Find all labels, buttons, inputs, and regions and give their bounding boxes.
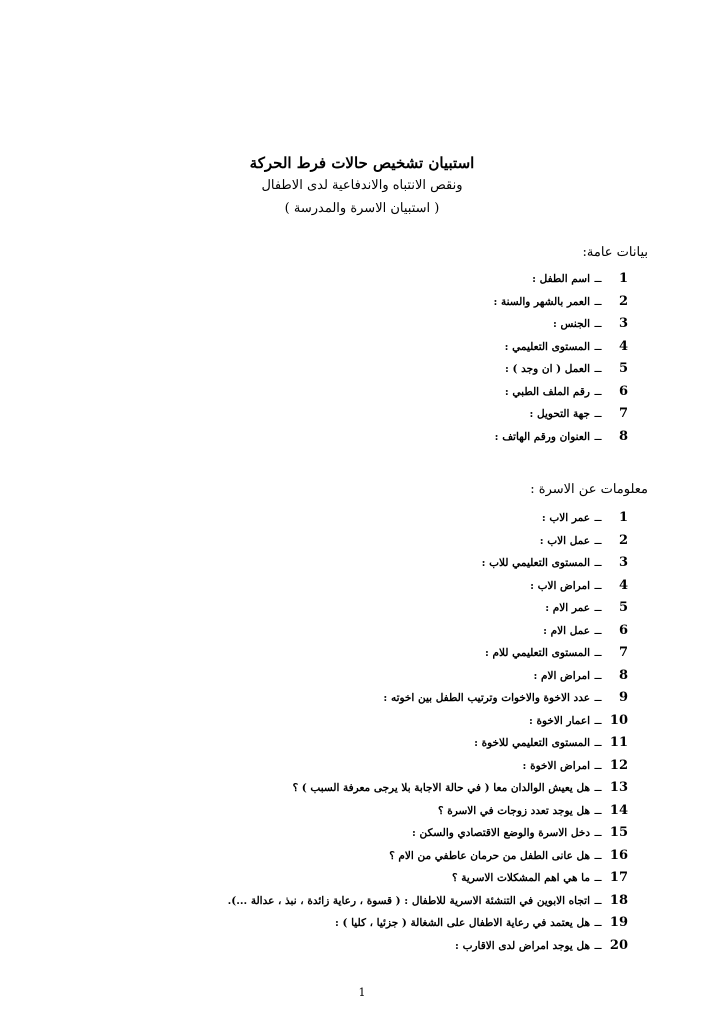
family-info-heading: معلومات عن الاسرة : — [530, 482, 648, 497]
family-item — [228, 640, 628, 663]
item-dash: ــ — [594, 428, 602, 443]
item-label: اعمار الاخوة : — [528, 714, 590, 727]
general-item — [493, 379, 628, 402]
item-label: المستوى التعليمي للاخوة : — [474, 737, 590, 749]
item-label: العمر بالشهر والسنة : — [493, 295, 590, 308]
item-dash: ــ — [594, 555, 602, 569]
item-dash: ــ — [594, 802, 602, 817]
item-number: 4 — [618, 338, 628, 354]
family-item — [228, 573, 628, 596]
item-number: 11 — [609, 735, 628, 750]
item-dash: ــ — [594, 293, 602, 308]
family-item — [228, 843, 628, 866]
item-number: 18 — [609, 892, 628, 908]
family-item — [228, 933, 628, 956]
item-number: 3 — [618, 555, 628, 570]
item-label: العنوان ورقم الهاتف : — [494, 430, 590, 443]
family-item — [228, 910, 628, 933]
family-item — [228, 798, 628, 821]
item-label: العمل ( ان وجد ) : — [505, 363, 590, 375]
family-info-list — [228, 505, 628, 955]
item-number: 1 — [618, 271, 628, 286]
item-dash: ــ — [594, 510, 602, 524]
page-number: 1 — [358, 986, 366, 999]
item-dash: ــ — [594, 892, 602, 907]
item-dash: ــ — [594, 780, 602, 794]
family-item — [228, 775, 628, 798]
item-number: 7 — [618, 645, 628, 660]
item-number: 4 — [618, 577, 628, 593]
item-label: جهة التحويل : — [529, 408, 590, 420]
general-item — [493, 266, 628, 289]
item-number: 10 — [609, 712, 628, 728]
family-item — [228, 685, 628, 708]
item-dash: ــ — [594, 937, 602, 952]
general-item — [493, 334, 628, 357]
general-item — [493, 401, 628, 424]
item-label: هل عانى الطفل من حرمان عاطفي من الام ؟ — [389, 849, 590, 862]
general-info-heading: بيانات عامة: — [582, 245, 648, 260]
item-number: 13 — [609, 780, 628, 795]
item-number: 5 — [618, 361, 628, 376]
item-label: المستوى التعليمي للاب : — [481, 557, 590, 569]
item-number: 7 — [618, 406, 628, 421]
item-number: 14 — [609, 802, 628, 818]
general-item — [493, 311, 628, 334]
family-item — [228, 888, 628, 911]
item-label: هل يعيش الوالدان معا ( في حالة الاجابة بلا يرجى معرفة السبب ) ؟ — [292, 782, 590, 794]
item-dash: ــ — [594, 577, 602, 592]
family-item — [228, 730, 628, 753]
item-label: رقم الملف الطبي : — [504, 385, 590, 398]
family-item — [228, 865, 628, 888]
item-label: ما هي اهم المشكلات الاسرية ؟ — [452, 872, 590, 884]
item-label: المستوى التعليمي : — [504, 340, 590, 353]
item-label: امراض الاخوة : — [522, 759, 590, 772]
item-dash: ــ — [594, 712, 602, 727]
item-dash: ــ — [594, 847, 602, 862]
item-label: عدد الاخوة والاخوات وترتيب الطفل بين اخوته : — [383, 692, 590, 704]
item-label: اتجاه الابوين في التنشئة الاسرية للاطفال : ( قسوة ، رعاية زائدة ، نبذ ، عدالة ...). — [227, 894, 590, 907]
item-number: 20 — [609, 937, 628, 953]
item-number: 12 — [609, 757, 628, 773]
item-label: هل يعتمد في رعاية الاطفال على الشغالة ( جزئيا ، كليا ) : — [334, 917, 590, 929]
family-item — [228, 820, 628, 843]
item-number: 8 — [618, 428, 628, 444]
item-label: المستوى التعليمي للام : — [485, 647, 590, 659]
item-dash: ــ — [594, 271, 602, 285]
item-dash: ــ — [594, 406, 602, 420]
item-dash: ــ — [594, 667, 602, 682]
family-item — [228, 708, 628, 731]
item-dash: ــ — [594, 870, 602, 884]
item-dash: ــ — [594, 361, 602, 375]
item-label: امراض الاب : — [530, 579, 590, 592]
item-number: 3 — [618, 316, 628, 331]
item-number: 6 — [618, 622, 628, 638]
item-dash: ــ — [594, 600, 602, 614]
item-dash: ــ — [594, 338, 602, 353]
family-item — [228, 753, 628, 776]
title-main: استبيان تشخيص حالات فرط الحركة — [249, 154, 475, 172]
item-label: هل يوجد تعدد زوجات في الاسرة ؟ — [437, 804, 590, 817]
family-item — [228, 528, 628, 551]
item-label: عمل الاب : — [539, 534, 590, 547]
item-label: دخل الاسرة والوضع الاقتصادي والسكن : — [411, 827, 590, 839]
item-label: عمر الام : — [545, 602, 590, 614]
general-item — [493, 289, 628, 312]
general-info-list — [493, 266, 628, 446]
item-number: 8 — [618, 667, 628, 683]
family-item — [228, 663, 628, 686]
item-number: 9 — [618, 690, 628, 705]
item-number: 5 — [618, 600, 628, 615]
item-dash: ــ — [594, 532, 602, 547]
family-item — [228, 595, 628, 618]
title-subtitle: ونقص الانتباه والاندفاعية لدى الاطفال — [261, 178, 463, 193]
item-label: امراض الام : — [533, 669, 590, 682]
item-dash: ــ — [594, 757, 602, 772]
title-parenthetical: ( استبيان الاسرة والمدرسة ) — [284, 201, 440, 216]
item-number: 16 — [609, 847, 628, 863]
item-number: 2 — [618, 293, 628, 309]
item-label: عمل الام : — [543, 624, 590, 637]
item-label: اسم الطفل : — [532, 273, 590, 285]
item-number: 15 — [609, 825, 628, 840]
item-dash: ــ — [594, 690, 602, 704]
item-dash: ــ — [594, 735, 602, 749]
family-item — [228, 618, 628, 641]
family-item — [228, 550, 628, 573]
item-dash: ــ — [594, 383, 602, 398]
item-number: 17 — [609, 870, 628, 885]
family-item — [228, 505, 628, 528]
item-label: هل يوجد امراض لدى الاقارب : — [455, 939, 590, 952]
item-dash: ــ — [594, 915, 602, 929]
item-number: 2 — [618, 532, 628, 548]
item-dash: ــ — [594, 316, 602, 330]
item-number: 1 — [618, 510, 628, 525]
general-item — [493, 356, 628, 379]
item-number: 6 — [618, 383, 628, 399]
item-number: 19 — [609, 915, 628, 930]
item-dash: ــ — [594, 622, 602, 637]
item-label: الجنس : — [553, 318, 590, 330]
item-dash: ــ — [594, 645, 602, 659]
title-block — [200, 152, 524, 220]
item-label: عمر الاب : — [541, 512, 590, 524]
general-item — [493, 424, 628, 447]
item-dash: ــ — [594, 825, 602, 839]
